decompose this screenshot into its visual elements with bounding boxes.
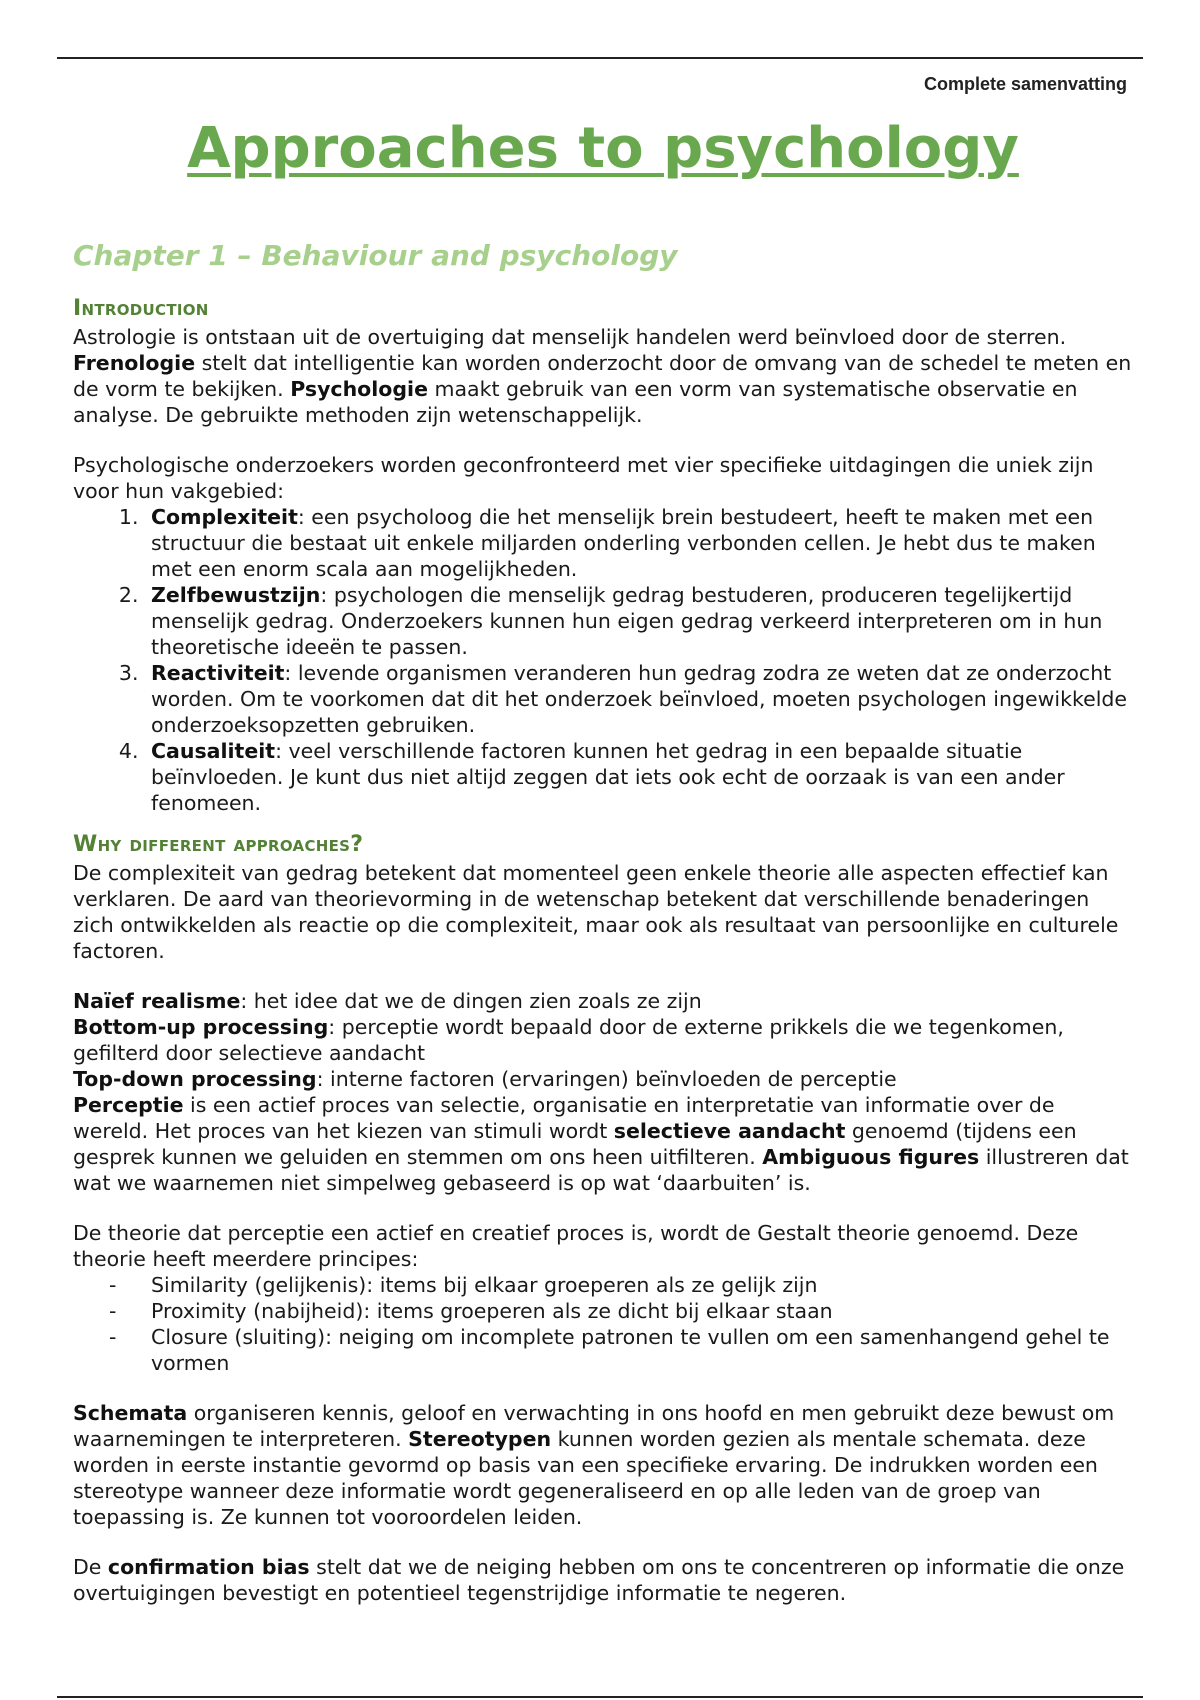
chapter-heading: Chapter 1 – Behaviour and psychology [73, 239, 678, 272]
list-item: 4. Causaliteit: veel verschillende factoren kunnen het gedrag in een bepaalde situatie beïnvloeden. Je kunt dus niet altijd zeggen dat iets ook echt de oorzaak is van een ander fenomeen. [145, 738, 1133, 816]
list-item: 1. Complexiteit: een psycholoog die het menselijk brein bestudeert, heeft te maken met een structuur die bestaat uit enkele miljarden onderling verbonden cellen. Je hebt dus te maken met een enorm scala aan mogelijkheden. [145, 504, 1133, 582]
gestalt-principles-list [73, 1272, 1133, 1376]
list-item: 3. Reactiviteit: levende organismen veranderen hun gedrag zodra ze weten dat ze onderzocht worden. Om te voorkomen dat dit het onderzoek beïnvloed, moeten psychologen ingewikkelde onderzoeksopzetten gebruiken. [145, 660, 1133, 738]
why-paragraph: De complexiteit van gedrag betekent dat momenteel geen enkele theorie alle aspecten effectief kan verklaren. De aard van theorievorming in de wetenschap betekent dat verschillende benaderingen zich ontwikkelden als reactie op die complexiteit, maar ook als resultaat van persoonlijke en culturele factoren. [73, 861, 1119, 963]
challenges-intro: Psychologische onderzoekers worden geconfronteerd met vier specifieke uitdagingen die uniek zijn voor hun vakgebied: [73, 453, 1094, 503]
section-heading-why-different-approaches: Why different approaches? [73, 832, 364, 857]
bottom-rule [57, 1696, 1143, 1698]
definition-naief-realisme: Naïef realisme: het idee dat we de dingen zien zoals ze zijn [73, 989, 702, 1013]
section-heading-introduction: Introduction [73, 296, 209, 321]
definition-top-down: Top-down processing: interne factoren (ervaringen) beïnvloeden de perceptie [73, 1067, 897, 1091]
top-rule [57, 57, 1143, 59]
challenges-list [73, 504, 1133, 816]
page-title: Approaches to psychology [187, 116, 1019, 181]
intro-paragraph: Astrologie is ontstaan uit de overtuiging dat menselijk handelen werd beïnvloed door de sterren. Frenologie stelt dat intelligentie kan worden onderzocht door de omvang van de schedel te meten en de vorm te bekijken. Psychologie maakt gebruik van een vorm van systematische observatie en analyse. De gebruikte methoden zijn wetenschappelijk. [73, 325, 1132, 427]
document-body [73, 110, 1133, 1606]
definition-bottom-up: Bottom-up processing: perceptie wordt bepaald door de externe prikkels die we tegenkomen, gefilterd door selectieve aandacht [73, 1015, 1064, 1065]
confirmation-bias-paragraph: De confirmation bias stelt dat we de neiging hebben om ons te concentreren op informatie die onze overtuigingen bevestigt en potentieel tegenstrijdige informatie te negeren. [73, 1555, 1125, 1605]
list-item: 2. Zelfbewustzijn: psychologen die menselijk gedrag bestuderen, produceren tegelijkertijd menselijk gedrag. Onderzoekers kunnen hun eigen gedrag verkeerd interpreteren om in hun theoretische ideeën te passen. [145, 582, 1133, 660]
list-item: - Proximity (nabijheid): items groeperen als ze dicht bij elkaar staan [145, 1298, 1133, 1324]
gestalt-intro: De theorie dat perceptie een actief en creatief proces is, wordt de Gestalt theorie genoemd. Deze theorie heeft meerdere principes: [73, 1221, 1079, 1271]
schemata-paragraph: Schemata organiseren kennis, geloof en verwachting in ons hoofd en men gebruikt deze bewust om waarnemingen te interpreteren. Stereotypen kunnen worden gezien als mentale schemata. deze worden in eerste instantie gevormd op basis van een specifieke ervaring. De indrukken worden een stereotype wanneer deze informatie wordt gegeneraliseerd en op alle leden van de groep van toepassing is. Ze kunnen tot vooroordelen leiden. [73, 1401, 1115, 1529]
header-label: Complete samenvatting [923, 74, 1127, 94]
list-item: - Closure (sluiting): neiging om incomplete patronen te vullen om een samenhangend gehel te vormen [145, 1324, 1133, 1376]
perceptie-paragraph: Perceptie is een actief proces van selectie, organisatie en interpretatie van informatie over de wereld. Het proces van het kiezen van stimuli wordt selectieve aandacht genoemd (tijdens een gesprek kunnen we geluiden en stemmen om ons heen uitfilteren. Ambiguous figures illustreren dat wat we waarnemen niet simpelweg gebaseerd is op wat ‘daarbuiten’ is. [73, 1093, 1129, 1195]
list-item: - Similarity (gelijkenis): items bij elkaar groeperen als ze gelijk zijn [145, 1272, 1133, 1298]
